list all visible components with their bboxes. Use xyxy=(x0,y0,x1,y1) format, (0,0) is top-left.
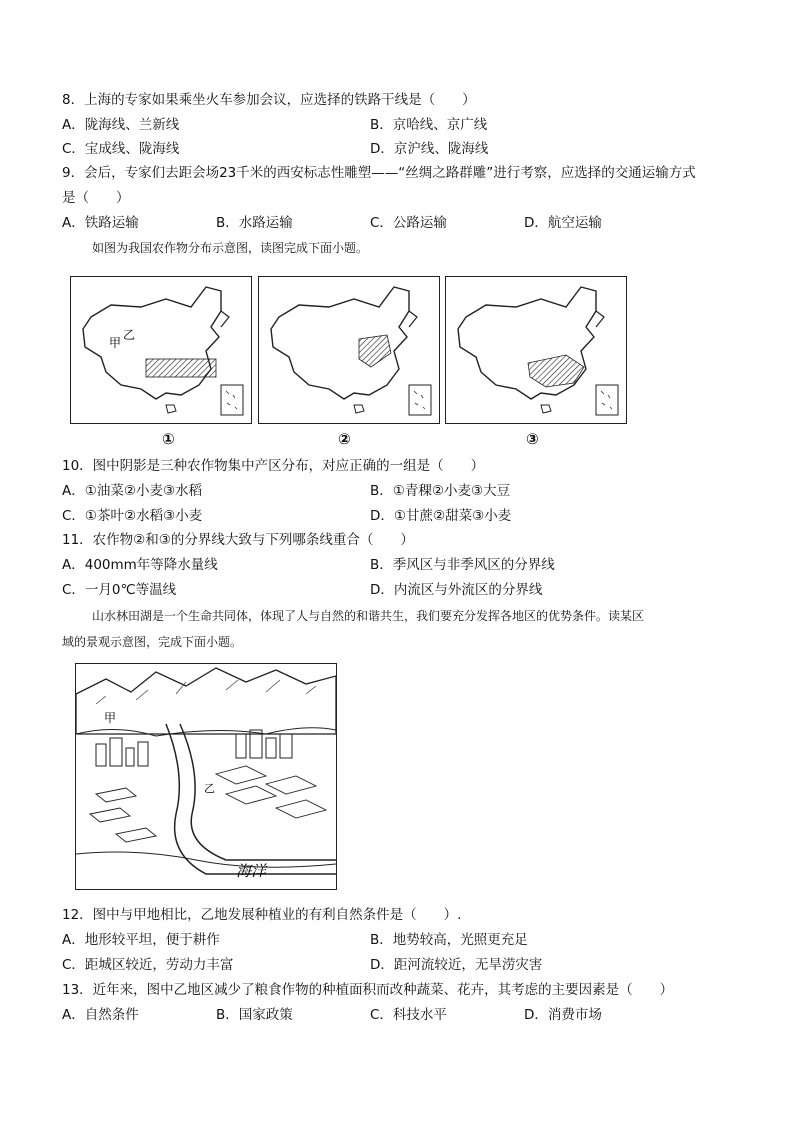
q13-option-a: A．自然条件 xyxy=(62,1007,139,1023)
map-number-3: ③ xyxy=(526,430,539,448)
q13-option-c: C．科技水平 xyxy=(370,1007,447,1023)
q11-option-c: C．一月0℃等温线 xyxy=(62,582,177,598)
q12-option-b: B．地势较高，光照更充足 xyxy=(370,932,528,948)
q12-option-d: D．距河流较近，无旱涝灾害 xyxy=(370,957,543,973)
q10-option-c: C．①茶叶②水稻③小麦 xyxy=(62,508,203,524)
q10-option-a: A．①油菜②小麦③水稻 xyxy=(62,483,203,499)
q12-stem: 12．图中与甲地相比，乙地发展种植业的有利自然条件是（ ）. xyxy=(62,907,462,923)
q8-option-b: B．京哈线、京广线 xyxy=(370,117,488,133)
q8-option-c: C．宝成线、陇海线 xyxy=(62,141,180,157)
q10-stem: 10．图中阴影是三种农作物集中产区分布，对应正确的一组是（ ） xyxy=(62,458,485,474)
q13-option-b: B．国家政策 xyxy=(216,1007,293,1023)
q10-option-b: B．①青稞②小麦③大豆 xyxy=(370,483,511,499)
intro-crop-maps: 如图为我国农作物分布示意图，读图完成下面小题。 xyxy=(92,241,369,255)
scene-label-yi: 乙 xyxy=(204,782,215,795)
intro-landscape-line1: 山水林田湖是一个生命共同体，体现了人与自然的和谐共生，我们要充分发挥各地区的优势条件。读某区 xyxy=(92,609,645,623)
q9-option-d: D．航空运输 xyxy=(524,215,602,231)
map-label-yi: 乙 xyxy=(123,328,136,342)
q13-stem: 13．近年来，图中乙地区减少了粮食作物的种植面积而改种蔬菜、花卉，其考虑的主要因素是（ ） xyxy=(62,982,674,998)
q11-option-d: D．内流区与外流区的分界线 xyxy=(370,582,543,598)
q9-option-c: C．公路运输 xyxy=(370,215,447,231)
q9-option-b: B．水路运输 xyxy=(216,215,293,231)
china-map-3 xyxy=(445,276,627,424)
q11-option-a: A．400mm年等降水量线 xyxy=(62,557,218,573)
q11-option-b: B．季风区与非季风区的分界线 xyxy=(370,557,555,573)
intro-landscape-line2: 域的景观示意图，完成下面小题。 xyxy=(62,635,243,649)
q11-stem: 11．农作物②和③的分界线大致与下列哪条线重合（ ） xyxy=(62,532,414,548)
q12-option-c: C．距城区较近，劳动力丰富 xyxy=(62,957,234,973)
q8-option-a: A．陇海线、兰新线 xyxy=(62,117,180,133)
map-label-jia: 甲 xyxy=(109,336,122,350)
map-number-2: ② xyxy=(338,430,351,448)
q9-stem-line1: 9．会后，专家们去距会场23千米的西安标志性雕塑——“丝绸之路群雕”进行考察，应选择的交通运输方式 xyxy=(62,165,696,181)
china-map-2 xyxy=(258,276,440,424)
q8-option-d: D．京沪线、陇海线 xyxy=(370,141,489,157)
scene-label-jia: 甲 xyxy=(104,711,117,725)
q13-option-d: D．消费市场 xyxy=(524,1007,602,1023)
china-map-1 xyxy=(70,276,252,424)
q9-option-a: A．铁路运输 xyxy=(62,215,139,231)
q8-stem: 8．上海的专家如果乘坐火车参加会议，应选择的铁路干线是（ ） xyxy=(62,92,476,108)
landscape-illustration xyxy=(75,663,337,890)
q9-stem-line2: 是（ ） xyxy=(62,190,130,206)
map-number-1: ① xyxy=(162,430,175,448)
q12-option-a: A．地形较平坦，便于耕作 xyxy=(62,932,220,948)
scene-label-ocean: 海洋 xyxy=(236,862,267,880)
q10-option-d: D．①甘蔗②甜菜③小麦 xyxy=(370,508,512,524)
